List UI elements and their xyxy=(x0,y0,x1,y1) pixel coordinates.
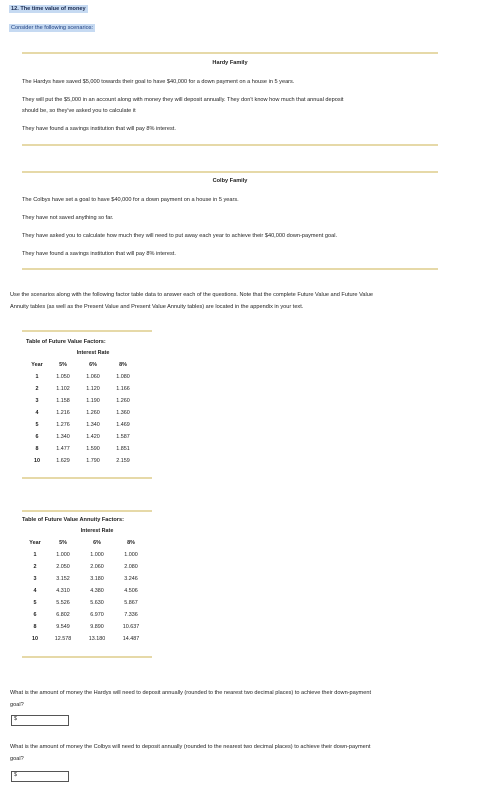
hardy-title: Hardy Family xyxy=(212,60,248,66)
colby-bottom-divider xyxy=(22,268,438,270)
fv-factor-cell: 1.340 xyxy=(56,434,70,440)
fv-factor-cell: 1.360 xyxy=(116,410,130,416)
hardy-text-1: The Hardys have saved $5,000 towards their goal to have $40,000 for a down payment on a house in 5 years. xyxy=(22,79,295,85)
dollar-prefix: $ xyxy=(14,716,17,722)
fv-factor-cell: 1.260 xyxy=(86,410,100,416)
hardy-text-2b: should be, so they've asked you to calculate it xyxy=(22,108,136,114)
colby-text-4: They have found a savings institution that will pay 8% interest. xyxy=(22,251,176,257)
fva-factor-cell: 6.802 xyxy=(56,612,70,618)
hardy-bottom-divider xyxy=(22,144,438,146)
fv-factor-cell: 1.629 xyxy=(56,458,70,464)
fv-year-cell: 10 xyxy=(34,458,40,464)
colby-title: Colby Family xyxy=(212,178,248,184)
fv-year-header: Year xyxy=(31,362,43,368)
fva-table-row xyxy=(24,609,148,621)
fva-table-bottom-divider xyxy=(22,656,152,658)
fva-factor-cell: 2.060 xyxy=(90,564,104,570)
fv-table xyxy=(26,347,138,467)
fva-factor-cell: 1.000 xyxy=(90,552,104,558)
fva-factor-cell: 2.080 xyxy=(124,564,138,570)
fv-factor-cell: 1.790 xyxy=(86,458,100,464)
fva-factor-cell: 5.526 xyxy=(56,600,70,606)
fv-factor-cell: 1.060 xyxy=(86,374,100,380)
fva-rate-header: 5% xyxy=(59,540,67,546)
fva-rate-header: 6% xyxy=(93,540,101,546)
fva-factor-cell: 13.180 xyxy=(88,636,106,642)
fv-factor-cell: 1.166 xyxy=(116,386,130,392)
fva-factor-cell: 7.336 xyxy=(124,612,138,618)
fv-interest-rate-header: Interest Rate xyxy=(76,350,110,356)
fv-table-row xyxy=(26,455,138,467)
fv-factor-cell: 1.102 xyxy=(56,386,70,392)
fv-table-bottom-divider xyxy=(22,477,152,479)
fv-factor-cell: 1.158 xyxy=(56,398,70,404)
fv-factor-cell: 1.260 xyxy=(116,398,130,404)
fva-table-row xyxy=(24,561,148,573)
fv-rate-header: 5% xyxy=(59,362,67,368)
hardy-deposit-input[interactable] xyxy=(11,715,69,726)
fv-table-row xyxy=(26,443,138,455)
fva-factor-cell: 4.380 xyxy=(90,588,104,594)
dollar-prefix: $ xyxy=(14,772,17,778)
fva-factor-cell: 14.487 xyxy=(122,636,140,642)
fva-factor-cell: 5.867 xyxy=(124,600,138,606)
fva-year-header: Year xyxy=(29,540,41,546)
fva-factor-cell: 9.890 xyxy=(90,624,104,630)
fv-year-cell: 5 xyxy=(35,422,39,428)
fv-rate-header: 8% xyxy=(119,362,127,368)
fv-table-title: Table of Future Value Factors: xyxy=(26,339,106,345)
fv-table-row xyxy=(26,383,138,395)
fv-year-cell: 1 xyxy=(35,374,39,380)
fv-factor-cell: 1.190 xyxy=(86,398,100,404)
fv-year-cell: 3 xyxy=(35,398,39,404)
question-2-line-2: goal? xyxy=(10,756,24,762)
fv-factor-cell: 1.080 xyxy=(116,374,130,380)
fva-table-row xyxy=(24,621,148,633)
instructions-line-2: Annuity tables (as well as the Present Value and Present Value Annuity tables) are located in the appendix in your text. xyxy=(10,304,304,310)
scenario-intro: Consider the following scenarios: xyxy=(11,25,94,31)
fv-factor-cell: 1.851 xyxy=(116,446,130,452)
fva-interest-rate-header: Interest Rate xyxy=(80,528,114,534)
fva-year-cell: 4 xyxy=(33,588,37,594)
fva-factor-cell: 4.310 xyxy=(56,588,70,594)
fv-table-row xyxy=(26,371,138,383)
fva-table xyxy=(24,525,148,645)
fv-year-cell: 8 xyxy=(35,446,39,452)
fva-table-top-divider xyxy=(22,510,152,512)
fva-year-cell: 3 xyxy=(33,576,37,582)
fv-year-cell: 2 xyxy=(35,386,39,392)
fv-factor-cell: 1.587 xyxy=(116,434,130,440)
fv-year-cell: 4 xyxy=(35,410,39,416)
colby-text-1: The Colbys have set a goal to have $40,000 for a down payment on a house in 5 years. xyxy=(22,197,239,203)
fva-table-row xyxy=(24,633,148,645)
fv-factor-cell: 1.469 xyxy=(116,422,130,428)
fv-factor-cell: 1.276 xyxy=(56,422,70,428)
fv-factor-cell: 1.050 xyxy=(56,374,70,380)
colby-top-divider xyxy=(22,171,438,173)
fv-table-row xyxy=(26,431,138,443)
hardy-top-divider xyxy=(22,52,438,54)
instructions-line-1: Use the scenarios along with the following factor table data to answer each of the questions. Note that the complete Future Value and Future Value xyxy=(10,292,373,298)
fva-factor-cell: 3.152 xyxy=(56,576,70,582)
fva-year-cell: 6 xyxy=(33,612,37,618)
fva-table-row xyxy=(24,573,148,585)
fv-factor-cell: 2.159 xyxy=(116,458,130,464)
fv-table-top-divider xyxy=(22,330,152,332)
fva-year-cell: 5 xyxy=(33,600,37,606)
fv-rate-header: 6% xyxy=(89,362,97,368)
colby-text-3: They have asked you to calculate how much they will need to put away each year to achieve their $40,000 down-payment goal. xyxy=(22,233,337,239)
fva-rate-header: 8% xyxy=(127,540,135,546)
fva-year-cell: 8 xyxy=(33,624,37,630)
colby-deposit-input[interactable] xyxy=(11,771,69,782)
question-2-line-1: What is the amount of money the Colbys will need to deposit annually (rounded to the nearest two decimal places) to achieve their down-payment xyxy=(10,744,371,750)
fva-factor-cell: 9.549 xyxy=(56,624,70,630)
fva-factor-cell: 3.180 xyxy=(90,576,104,582)
fva-table-row xyxy=(24,549,148,561)
fva-factor-cell: 1.000 xyxy=(124,552,138,558)
fva-factor-cell: 5.630 xyxy=(90,600,104,606)
fva-table-row xyxy=(24,585,148,597)
fva-year-cell: 10 xyxy=(32,636,38,642)
fv-table-row xyxy=(26,419,138,431)
fv-factor-cell: 1.216 xyxy=(56,410,70,416)
fva-table-title: Table of Future Value Annuity Factors: xyxy=(22,517,124,523)
hardy-text-2a: They will put the $5,000 in an account along with money they will deposit annually. They don't know how much that annual deposit xyxy=(22,97,344,103)
hardy-text-3: They have found a savings institution that will pay 8% interest. xyxy=(22,126,176,132)
fva-factor-cell: 1.000 xyxy=(56,552,70,558)
fv-table-row xyxy=(26,395,138,407)
fv-factor-cell: 1.590 xyxy=(86,446,100,452)
fva-factor-cell: 12.578 xyxy=(54,636,72,642)
question-1-line-2: goal? xyxy=(10,702,24,708)
fv-factor-cell: 1.477 xyxy=(56,446,70,452)
fva-year-cell: 1 xyxy=(33,552,37,558)
question-1-line-1: What is the amount of money the Hardys will need to deposit annually (rounded to the nearest two decimal places) to achieve their down-payment xyxy=(10,690,371,696)
page-title: 12. The time value of money xyxy=(11,6,86,12)
fv-table-body xyxy=(26,371,138,467)
fva-factor-cell: 4.506 xyxy=(124,588,138,594)
fv-table-row xyxy=(26,407,138,419)
fva-table-body xyxy=(24,549,148,645)
fv-factor-cell: 1.420 xyxy=(86,434,100,440)
fva-factor-cell: 10.637 xyxy=(122,624,140,630)
fva-factor-cell: 3.246 xyxy=(124,576,138,582)
colby-text-2: They have not saved anything so far. xyxy=(22,215,114,221)
fv-factor-cell: 1.120 xyxy=(86,386,100,392)
fva-factor-cell: 2.050 xyxy=(56,564,70,570)
fva-factor-cell: 6.970 xyxy=(90,612,104,618)
fv-factor-cell: 1.340 xyxy=(86,422,100,428)
fva-year-cell: 2 xyxy=(33,564,37,570)
fv-year-cell: 6 xyxy=(35,434,39,440)
fva-table-row xyxy=(24,597,148,609)
